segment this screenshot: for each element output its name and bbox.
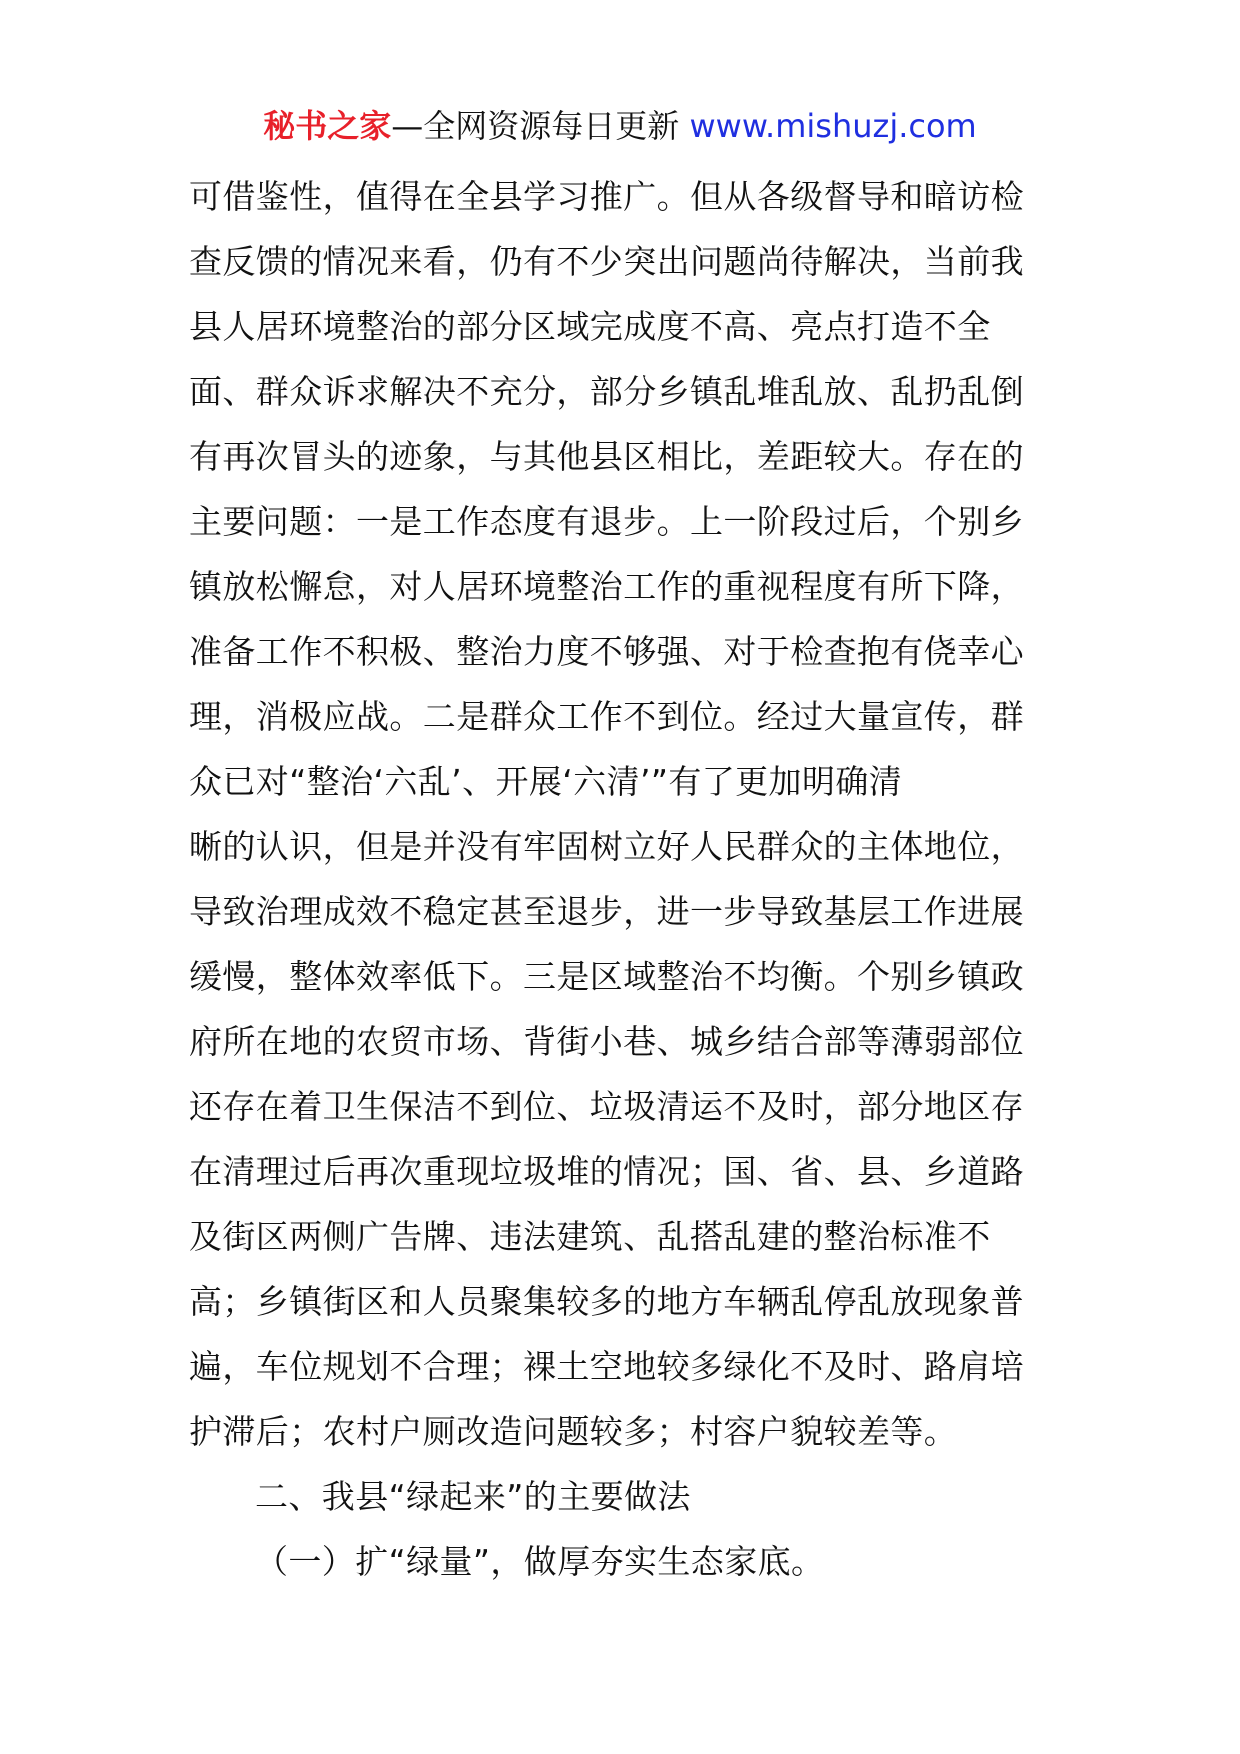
- subsection-heading: （一）扩“绿量”，做厚夯实生态家底。: [255, 1542, 825, 1581]
- paragraph-line: 在清理过后再次重现垃圾堆的情况；国、省、县、乡道路: [189, 1152, 1024, 1191]
- paragraph-line: 府所在地的农贸市场、背街小巷、城乡结合部等薄弱部位: [189, 1022, 1024, 1061]
- paragraph-line: 众已对“整治‘六乱’、开展‘六清’”有了更加明确清: [189, 762, 903, 801]
- watermark-header: [0, 104, 1240, 148]
- section-heading: 二、我县“绿起来”的主要做法: [255, 1477, 691, 1516]
- paragraph-line: 理，消极应战。二是群众工作不到位。经过大量宣传，群: [189, 697, 1024, 736]
- paragraph-line: 查反馈的情况来看，仍有不少突出问题尚待解决，当前我: [189, 242, 1024, 281]
- paragraph-line: 面、群众诉求解决不充分，部分乡镇乱堆乱放、乱扔乱倒: [189, 372, 1024, 411]
- header-tagline: —全网资源每日更新: [391, 107, 690, 145]
- paragraph-line: 护滞后；农村户厕改造问题较多；村容户貌较差等。: [189, 1412, 958, 1451]
- paragraph-line: 高；乡镇街区和人员聚集较多的地方车辆乱停乱放现象普: [189, 1282, 1024, 1321]
- paragraph-line: 缓慢，整体效率低下。三是区域整治不均衡。个别乡镇政: [189, 957, 1024, 996]
- paragraph-line: 可借鉴性，值得在全县学习推广。但从各级督导和暗访检: [189, 177, 1024, 216]
- paragraph-line: 及街区两侧广告牌、违法建筑、乱搭乱建的整治标准不: [189, 1217, 991, 1256]
- paragraph-line: 主要问题：一是工作态度有退步。上一阶段过后，个别乡: [189, 502, 1024, 541]
- paragraph-line: 遍，车位规划不合理；裸土空地较多绿化不及时、路肩培: [189, 1347, 1024, 1386]
- document-body: [189, 164, 1059, 1594]
- paragraph-line: 县人居环境整治的部分区域完成度不高、亮点打造不全: [189, 307, 991, 346]
- paragraph-line: 有再次冒头的迹象，与其他县区相比，差距较大。存在的: [189, 437, 1024, 476]
- paragraph-line: 晰的认识，但是并没有牢固树立好人民群众的主体地位，: [189, 827, 1024, 866]
- paragraph-line: 导致治理成效不稳定甚至退步，进一步导致基层工作进展: [189, 892, 1024, 931]
- brand-name: 秘书之家: [263, 107, 392, 145]
- site-url-link[interactable]: www.mishuzj.com: [689, 107, 977, 145]
- paragraph-line: 准备工作不积极、整治力度不够强、对于检查抱有侥幸心: [189, 632, 1024, 671]
- paragraph-line: 镇放松懈怠，对人居环境整治工作的重视程度有所下降，: [189, 567, 1024, 606]
- paragraph-line: 还存在着卫生保洁不到位、垃圾清运不及时，部分地区存: [189, 1087, 1024, 1126]
